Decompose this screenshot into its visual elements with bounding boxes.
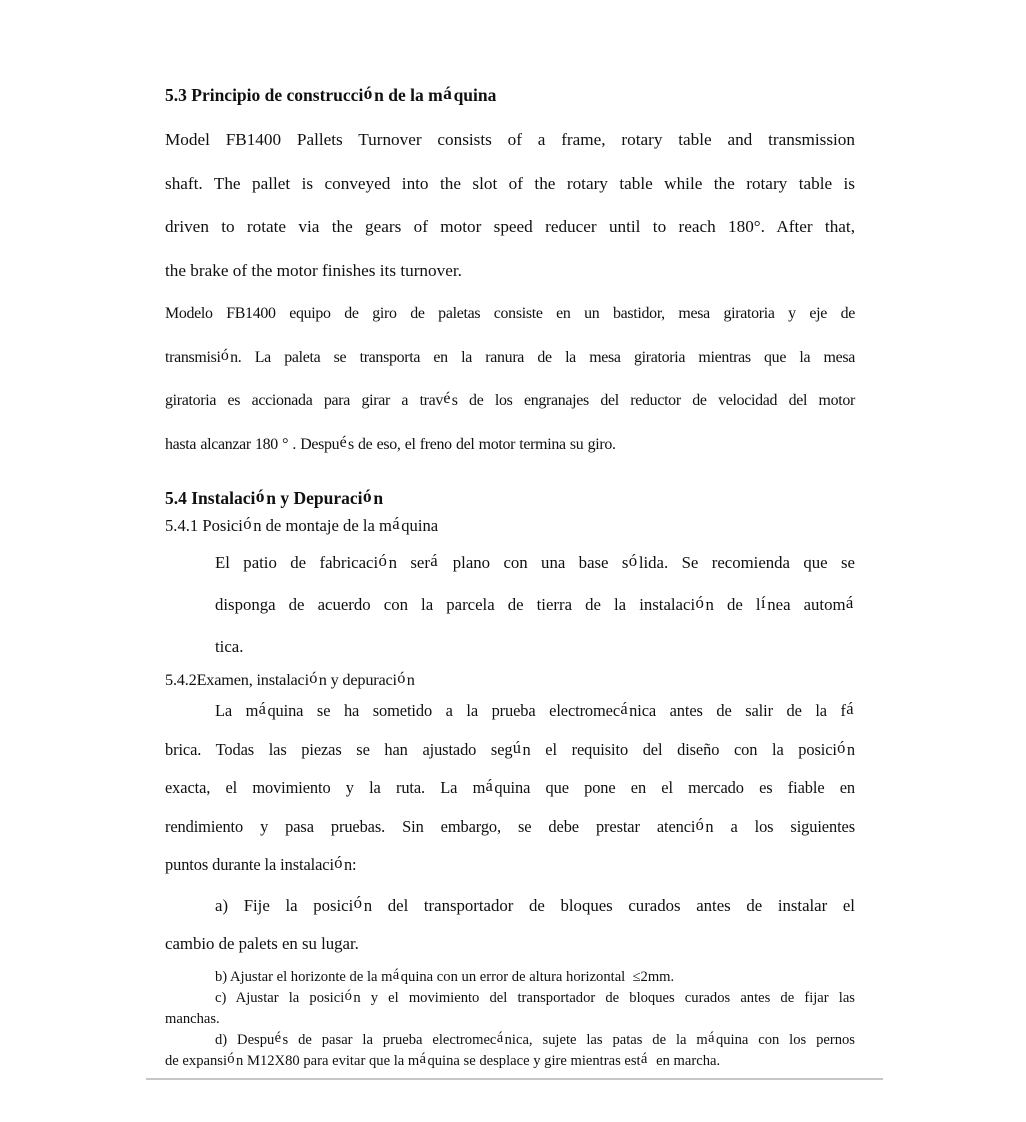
text-line: d) Después de pasar la prueba electromecánica, sujete las patas de la máquina con los pernos	[215, 1029, 855, 1048]
text-line: rendimiento y pasa pruebas. Sin embargo, se debe prestar atención a los siguientes	[165, 814, 855, 836]
text-line: b) Ajustar el horizonte de la máquina con un error de altura horizontal ≤2mm.	[215, 966, 675, 985]
text-line: El patio de fabricación será plano con una base sólida. Se recomienda que se	[215, 550, 855, 572]
text-line: exacta, el movimiento y la ruta. La máquina que pone en el mercado es fiable en	[165, 776, 855, 797]
paragraph-5-4-1	[165, 542, 855, 668]
section-5-4-1-heading: 5.4.1 Posición de montaje de la máquina	[165, 514, 439, 535]
text-line: brica. Todas las piezas se han ajustado según el requisito del diseño con la posición	[165, 737, 855, 759]
list-item-a	[165, 887, 855, 963]
text-line: disponga de acuerdo con la parcela de tierra de la instalación de línea automá	[215, 592, 854, 614]
text-line: shaft. The pallet is conveyed into the slot of the rotary table while the rotary table is	[165, 173, 855, 193]
text-line: cambio de palets en su lugar.	[165, 933, 359, 953]
text-line: giratoria es accionada para girar a través de los engranajes del reductor de velocidad del motor	[165, 390, 855, 409]
text-line: manchas.	[165, 1010, 220, 1027]
paragraph-english-5-3	[165, 118, 855, 292]
list-item-b	[165, 967, 855, 988]
text-line: driven to rotate via the gears of motor speed reducer until to reach 180°. After that,	[165, 217, 855, 236]
text-line: Model FB1400 Pallets Turnover consists of a frame, rotary table and transmission	[165, 130, 855, 149]
text-line: tica.	[215, 637, 244, 656]
text-line: hasta alcanzar 180 ° . Después de eso, el freno del motor termina su giro.	[165, 433, 616, 453]
list-item-d	[165, 1030, 855, 1072]
list-item-c	[165, 988, 855, 1030]
text-line: puntos durante la instalación:	[165, 853, 357, 874]
text-line: c) Ajustar la posición y el movimiento del transportador de bloques curados antes de fijar las	[215, 987, 855, 1006]
paragraph-spanish-5-3	[165, 292, 855, 466]
section-5-4-heading: 5.4 Instalació n y Depuració n	[165, 485, 384, 508]
text-line: transmisión. La paleta se transporta en la ranura de la mesa giratoria mientras que la mesa	[165, 346, 855, 366]
text-line: La máquina se ha sometido a la prueba electromecánica antes de salir de la fá	[215, 699, 854, 720]
text-line: Modelo FB1400 equipo de giro de paletas consiste en un bastidor, mesa giratoria y eje de	[165, 305, 855, 322]
section-5-4-2-heading: 5.4.2Examen, instalación y depuración	[165, 668, 415, 689]
page-content	[165, 0, 855, 1080]
text-line: a) Fije la posición del transportador de bloques curados antes de instalar el	[215, 893, 855, 915]
footer-divider	[146, 1078, 883, 1080]
section-5-3-heading: 5.3 Principio de construcció n de la má quina	[165, 82, 497, 105]
text-line: the brake of the motor finishes its turnover.	[165, 260, 462, 280]
paragraph-5-4-2	[165, 692, 855, 885]
text-line: de expansión M12X80 para evitar que la máquina se desplace y gire mientras está en marcha.	[165, 1050, 721, 1069]
